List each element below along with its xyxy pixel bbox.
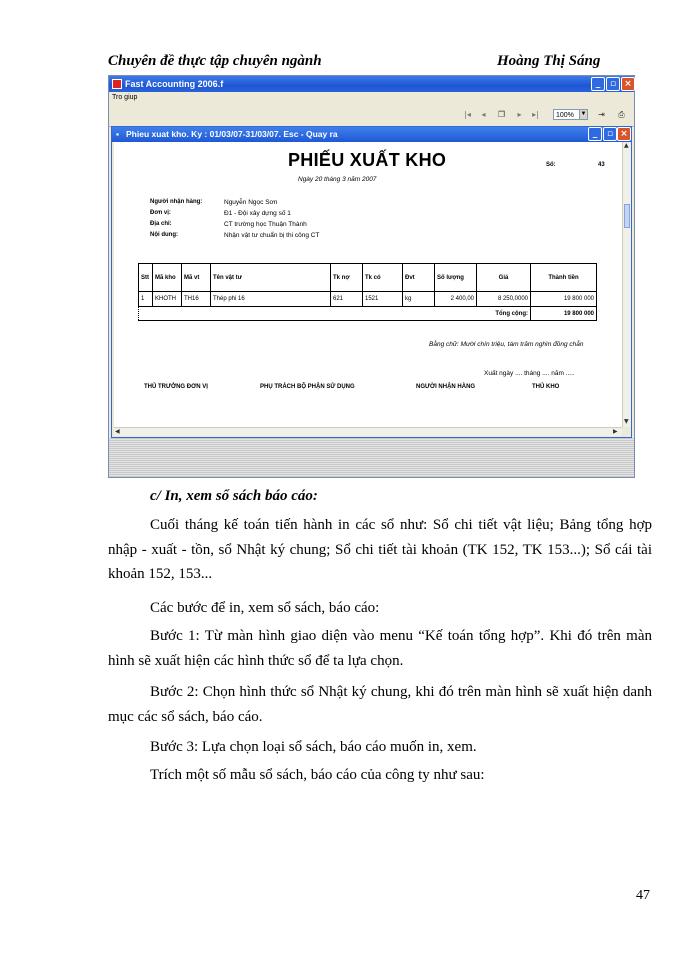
column-header: Tên vật tư [211, 264, 331, 292]
paragraph: Bước 1: Từ màn hình giao diện vào menu “Kế toán tổng hợp”. Khi đó trên màn hình sẽ xuất hiện các hình thức sổ để ta lựa chọn. [108, 628, 652, 669]
app-logo-icon [112, 79, 122, 89]
export-icon[interactable]: ⇥ [598, 110, 605, 119]
table-cell: KHOTH [153, 292, 182, 307]
last-page-icon[interactable]: ▸| [532, 110, 539, 119]
column-header: Mã vt [182, 264, 211, 292]
voucher-no-label: Số: [546, 162, 556, 168]
inner-minimize-button[interactable]: _ [588, 127, 602, 141]
paragraph: Trích một số mẫu sổ sách, báo cáo của công ty như sau: [150, 767, 485, 783]
app-background [109, 438, 634, 477]
field-value: Nhận vật tư chuẩn bị thi công CT [224, 232, 320, 239]
paragraph: Bước 2: Chọn hình thức sổ Nhật ký chung, khi đó trên màn hình sẽ xuất hiện danh mục các sổ sách, báo cáo. [108, 684, 652, 725]
menubar [109, 92, 634, 104]
paragraph: Các bước để in, xem sổ sách, báo cáo: [150, 600, 380, 616]
table-cell: kg [403, 292, 435, 307]
table-cell: 8 250,0000 [477, 292, 531, 307]
scroll-thumb[interactable] [624, 204, 630, 228]
field-label: Đơn vị: [150, 210, 171, 216]
table-cell: 19 800 000 [531, 292, 597, 307]
next-page-icon[interactable]: ▸ [517, 110, 522, 119]
field-value: CT trường học Thuận Thành [224, 221, 307, 228]
scroll-down-icon[interactable]: ▼ [624, 418, 629, 425]
column-header: Stt [139, 264, 153, 292]
voucher-window-title: Phieu xuat kho. Ky : 01/03/07-31/03/07. Esc - Quay ra [126, 129, 338, 139]
document-icon: ▪ [116, 129, 120, 139]
inner-restore-button[interactable]: ▫ [603, 127, 617, 141]
table-cell: 2 400,00 [435, 292, 477, 307]
voucher-table [138, 263, 597, 321]
signer-storekeeper: THỦ KHO [532, 384, 560, 390]
print-icon[interactable]: ⎙ [618, 110, 625, 119]
table-cell: 621 [331, 292, 363, 307]
signer-receiver: NGƯỜI NHẬN HÀNG [416, 384, 476, 390]
field-value: Đ1 - Đội xây dựng số 1 [224, 210, 291, 217]
header-left: Chuyên đề thực tập chuyên ngành [108, 53, 322, 69]
horizontal-scrollbar[interactable] [114, 427, 622, 436]
toolbar [109, 104, 634, 127]
table-cell: 1521 [363, 292, 403, 307]
paragraph: Cuối tháng kế toán tiến hành in các sổ như: Sổ chi tiết vật liệu; Bảng tổng hợp nhập - xuất - tồn, sổ Nhật ký chung; Sổ chi tiết tài khoản (TK 152, TK 153...); Sổ cái tài khoản 152, 153... [108, 517, 652, 582]
column-header: Số lượng [435, 264, 477, 292]
voucher-window [111, 126, 632, 438]
column-header: Tk có [363, 264, 403, 292]
signer-user-dept: PHỤ TRÁCH BỘ PHẬN SỬ DỤNG [260, 384, 355, 390]
section-title: c/ In, xem sổ sách báo cáo: [150, 488, 318, 504]
column-header: Giá [477, 264, 531, 292]
column-header: Mã kho [153, 264, 182, 292]
table-cell: TH16 [182, 292, 211, 307]
scroll-right-icon[interactable]: ▶ [613, 428, 618, 435]
total-value: 19 800 000 [531, 307, 597, 321]
zoom-select[interactable]: 100% [553, 109, 587, 120]
amount-in-words: Bằng chữ: Mười chín triệu, tám trăm nghìn đồng chẵn [429, 341, 584, 348]
table-header-row [139, 264, 597, 292]
field-label: Địa chỉ: [150, 221, 172, 227]
minimize-button[interactable]: _ [591, 77, 605, 91]
voucher-paper [114, 142, 622, 427]
voucher-title: PHIẾU XUẤT KHO [288, 150, 447, 170]
prev-page-icon[interactable]: ◂ [481, 110, 486, 119]
field-label: Nội dung: [150, 232, 178, 238]
total-label: Tổng cộng: [139, 307, 531, 321]
voucher-no-value: 43 [598, 162, 605, 168]
inner-close-button[interactable]: × [617, 127, 631, 141]
menu-help[interactable]: Tro giup [112, 94, 138, 101]
first-page-icon[interactable]: |◂ [464, 110, 471, 119]
restore-button[interactable]: ▫ [606, 77, 620, 91]
app-title: Fast Accounting 2006.f [125, 79, 224, 89]
signer-head: THỦ TRƯỞNG ĐƠN VỊ [144, 384, 208, 390]
header-right: Hoàng Thị Sáng [497, 53, 601, 69]
vertical-scrollbar[interactable] [622, 142, 631, 427]
app-titlebar [109, 76, 634, 92]
close-button[interactable]: × [621, 77, 635, 91]
column-header: Thành tiền [531, 264, 597, 292]
table-cell: 1 [139, 292, 153, 307]
scroll-left-icon[interactable]: ◀ [115, 428, 120, 435]
chevron-down-icon[interactable]: ▼ [579, 109, 588, 120]
voucher-titlebar [112, 127, 631, 142]
pages-icon[interactable]: ❐ [497, 110, 506, 119]
table-row [139, 292, 597, 307]
table-cell: Thép phi 16 [211, 292, 331, 307]
page-number: 47 [636, 888, 650, 903]
scroll-up-icon[interactable]: ▲ [624, 142, 629, 149]
total-row [139, 307, 597, 321]
field-value: Nguyễn Ngọc Sơn [224, 199, 278, 206]
sign-date: Xuất ngày .... tháng .... năm ..... [484, 370, 575, 377]
field-label: Người nhận hàng: [150, 199, 203, 205]
column-header: Đvt [403, 264, 435, 292]
paragraph: Bước 3: Lựa chọn loại sổ sách, báo cáo muốn in, xem. [150, 739, 477, 755]
app-window [108, 75, 635, 478]
voucher-date: Ngày 20 tháng 3 năm 2007 [298, 176, 377, 183]
column-header: Tk nợ [331, 264, 363, 292]
